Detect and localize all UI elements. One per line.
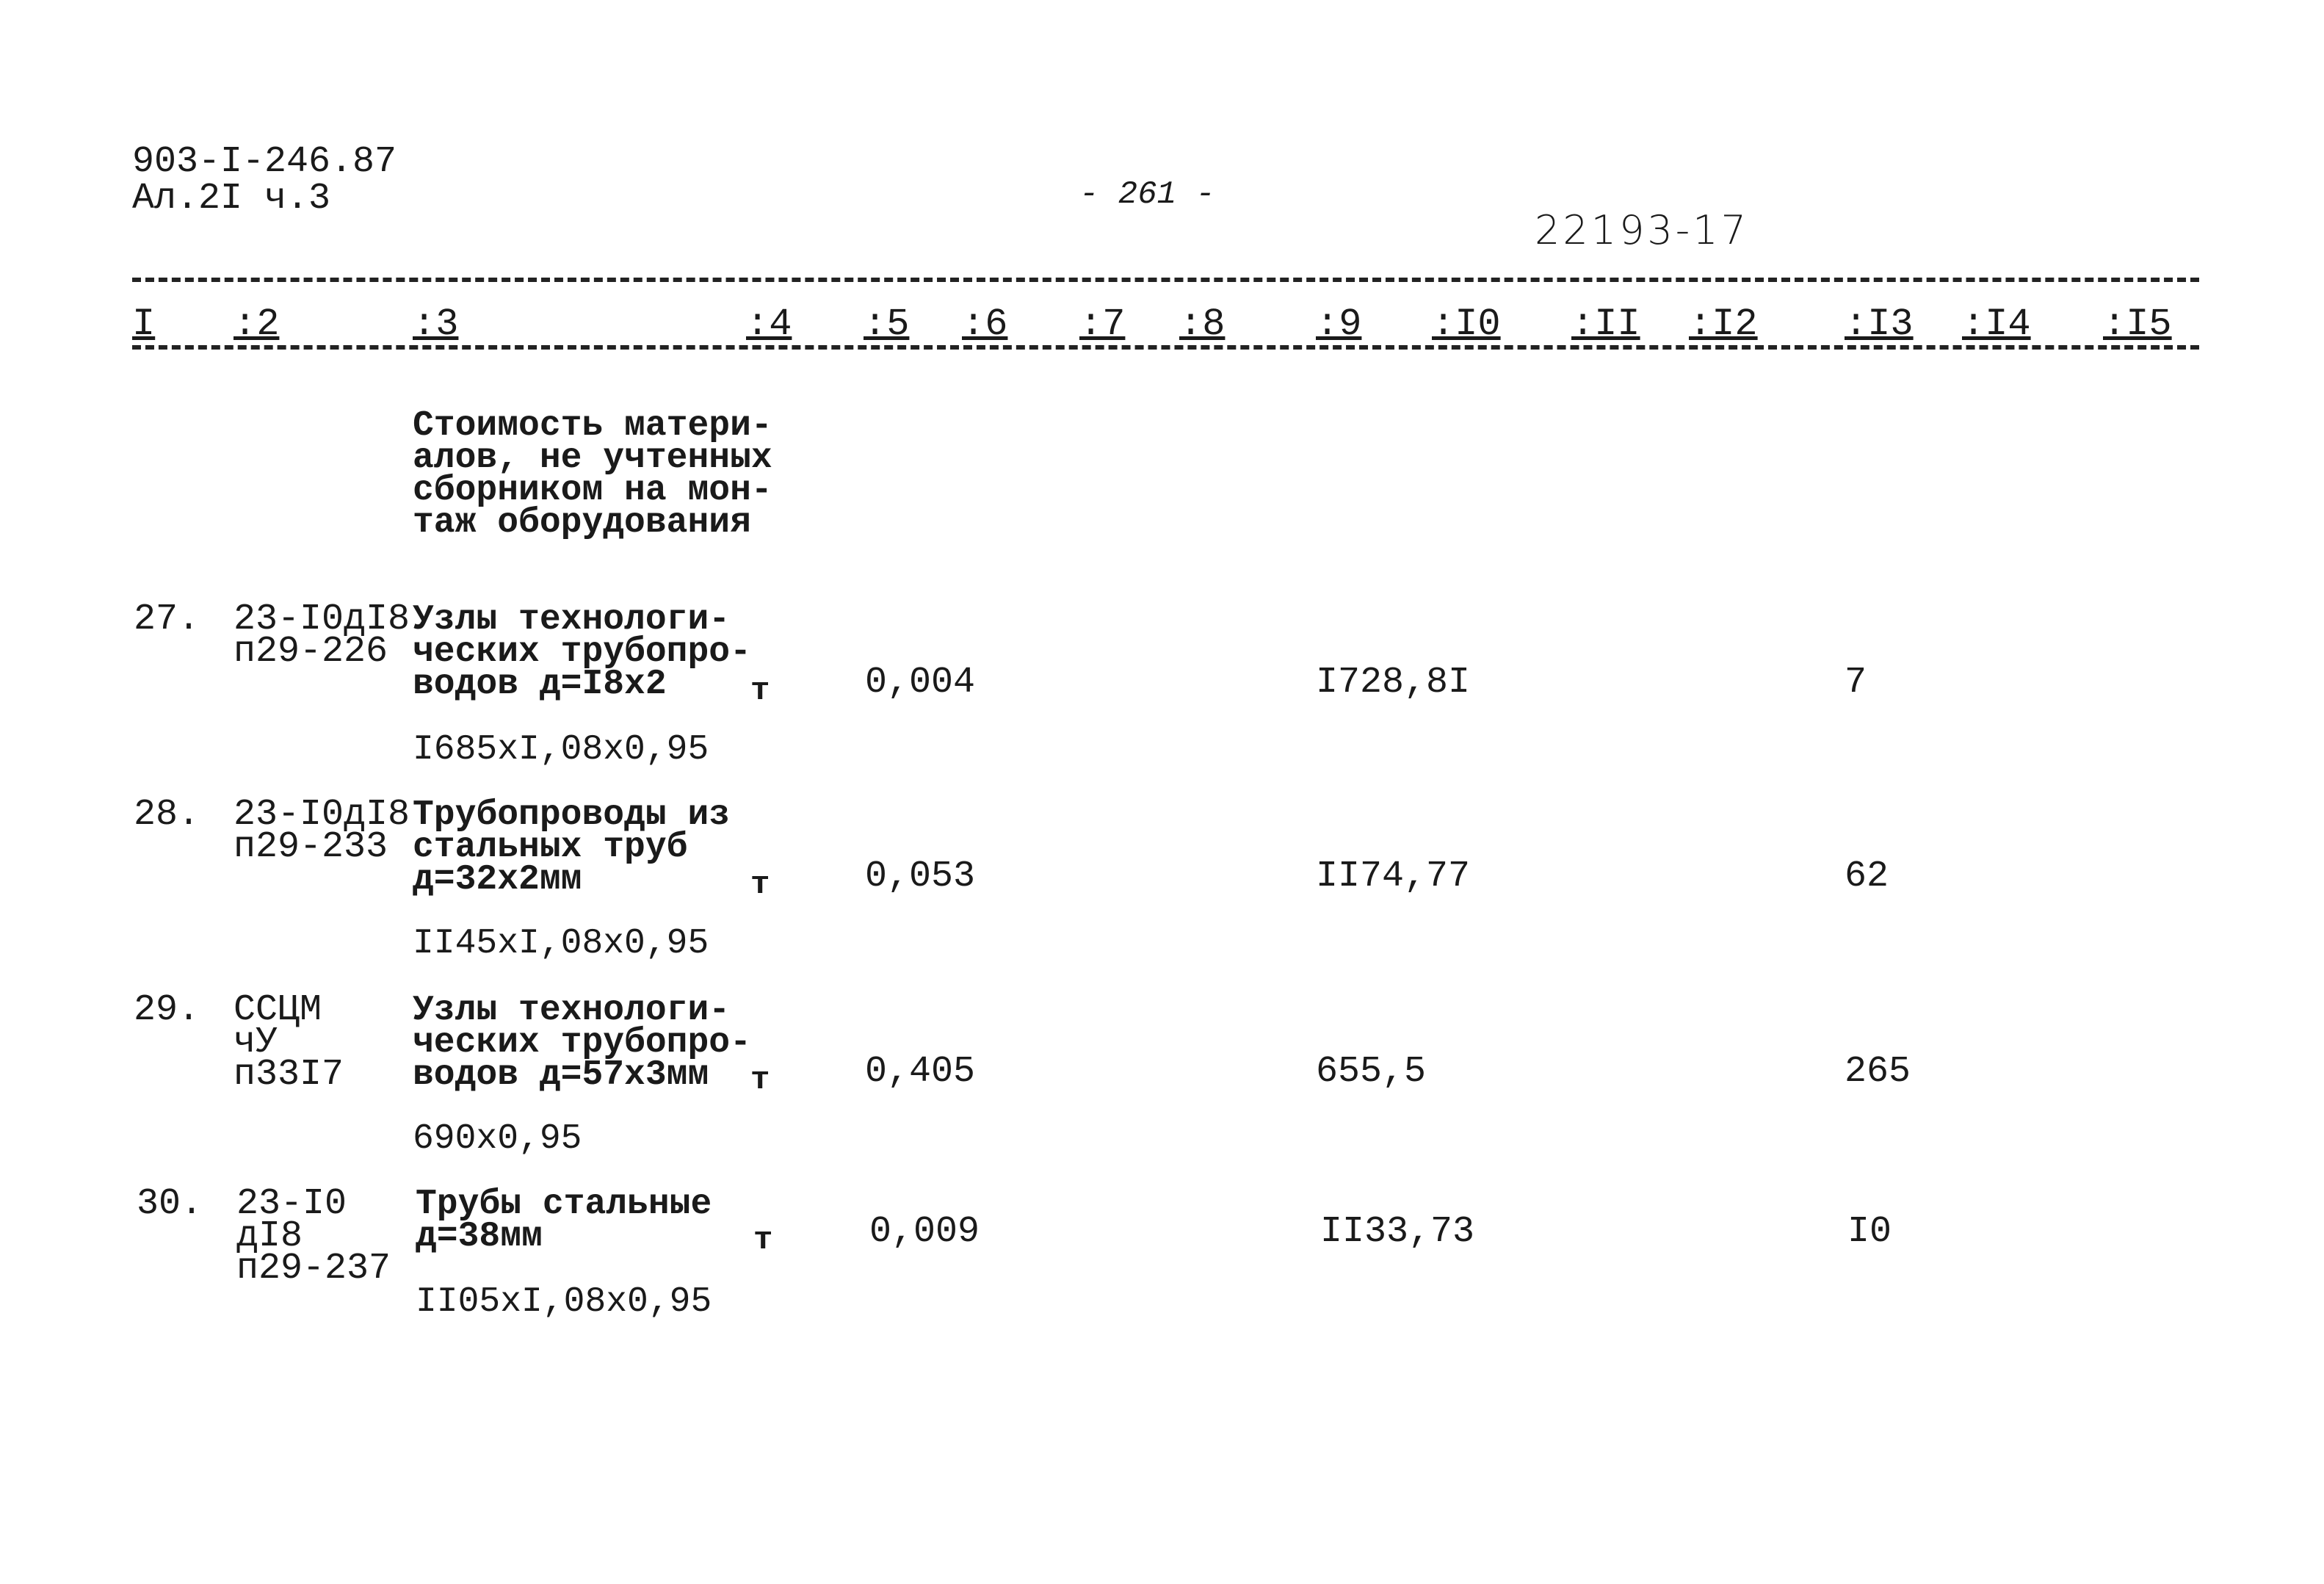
row-unit: т <box>750 867 770 903</box>
row-code-line: дI8 <box>236 1215 303 1257</box>
row-code-line: ССЦМ <box>234 989 322 1031</box>
col-header-10: :I0 <box>1432 303 1501 346</box>
row-quantity: 0,053 <box>865 856 976 897</box>
document-code <box>132 141 397 220</box>
row-code <box>234 794 410 868</box>
row-description <box>416 1185 712 1256</box>
row-number: 30. <box>137 1183 203 1225</box>
col-header-7: :7 <box>1079 303 1126 346</box>
row-description-line: ческих трубопро- <box>413 632 751 672</box>
row-total: 7 <box>1845 662 1867 704</box>
row-description-line: водов д=57х3мм <box>413 1055 709 1095</box>
row-code-line: п29-226 <box>234 631 388 673</box>
col-header-4: :4 <box>746 303 792 346</box>
row-code-line: 23-I0дI8 <box>234 598 410 640</box>
row-description <box>413 991 751 1095</box>
row-code-line: п29-237 <box>236 1248 391 1290</box>
col-header-9: :9 <box>1316 303 1362 346</box>
page-number: - 261 - <box>1079 176 1215 213</box>
col-header-8: :8 <box>1179 303 1226 346</box>
header-top-rule <box>132 278 2199 282</box>
row-price: I728,8I <box>1316 662 1471 704</box>
row-unit: т <box>750 673 770 709</box>
row-description-line: ческих трубопро- <box>413 1023 751 1063</box>
section-title-line: сборником на мон- <box>413 471 772 510</box>
row-total: 265 <box>1845 1051 1911 1093</box>
row-formula: II05хI,08х0,95 <box>416 1282 712 1322</box>
row-code-line: чУ <box>234 1021 278 1063</box>
row-description-line: д=38мм <box>416 1217 543 1256</box>
row-number: 27. <box>134 598 200 640</box>
section-title <box>413 406 772 543</box>
row-formula: II45хI,08х0,95 <box>413 924 709 963</box>
row-quantity: 0,009 <box>869 1211 980 1253</box>
col-header-3: :3 <box>413 303 459 346</box>
row-description <box>413 600 751 704</box>
row-code-line: п33I7 <box>234 1054 344 1096</box>
row-description-line: Трубопроводы из <box>413 795 731 835</box>
row-description-line: стальных труб <box>413 828 688 867</box>
album-number: Ал.2I ч.3 <box>132 178 331 220</box>
col-header-5: :5 <box>864 303 910 346</box>
col-header-13: :I3 <box>1845 303 1914 346</box>
col-header-12: :I2 <box>1689 303 1758 346</box>
row-quantity: 0,004 <box>865 662 976 704</box>
row-code <box>234 989 344 1096</box>
row-total: I0 <box>1847 1211 1892 1253</box>
row-formula: 690х0,95 <box>413 1119 582 1159</box>
col-header-14: :I4 <box>1962 303 2031 346</box>
row-total: 62 <box>1845 856 1889 897</box>
col-header-11: :II <box>1571 303 1640 346</box>
row-price: II74,77 <box>1316 856 1471 897</box>
row-code <box>236 1183 391 1290</box>
row-number: 28. <box>134 794 200 836</box>
section-title-line: алов, не учтенных <box>413 438 772 478</box>
row-price: II33,73 <box>1320 1211 1475 1253</box>
row-code <box>234 598 410 673</box>
section-title-line: таж оборудования <box>413 503 751 543</box>
col-header-6: :6 <box>962 303 1008 346</box>
row-code-line: 23-I0 <box>236 1183 347 1225</box>
row-description-line: водов д=I8х2 <box>413 665 667 704</box>
row-formula: I685хI,08х0,95 <box>413 730 709 770</box>
doc-number: 903-I-246.87 <box>132 141 397 183</box>
header-bottom-rule <box>132 345 2199 350</box>
row-price: 655,5 <box>1316 1051 1427 1093</box>
row-number: 29. <box>134 989 200 1031</box>
row-description <box>413 795 731 900</box>
col-header-15: :I5 <box>2103 303 2172 346</box>
handwritten-number: 22193-17 <box>1535 207 1749 253</box>
row-unit: т <box>750 1062 770 1099</box>
row-code-line: 23-I0дI8 <box>234 794 410 836</box>
row-description-line: Трубы стальные <box>416 1185 712 1224</box>
row-description-line: Узлы технологи- <box>413 991 731 1030</box>
row-unit: т <box>753 1222 773 1259</box>
col-header-2: :2 <box>234 303 280 346</box>
col-header-1: I <box>132 303 156 346</box>
row-description-line: д=32х2мм <box>413 860 582 900</box>
section-title-line: Стоимость матери- <box>413 406 772 446</box>
row-description-line: Узлы технологи- <box>413 600 731 640</box>
row-code-line: п29-233 <box>234 826 388 868</box>
row-quantity: 0,405 <box>865 1051 976 1093</box>
